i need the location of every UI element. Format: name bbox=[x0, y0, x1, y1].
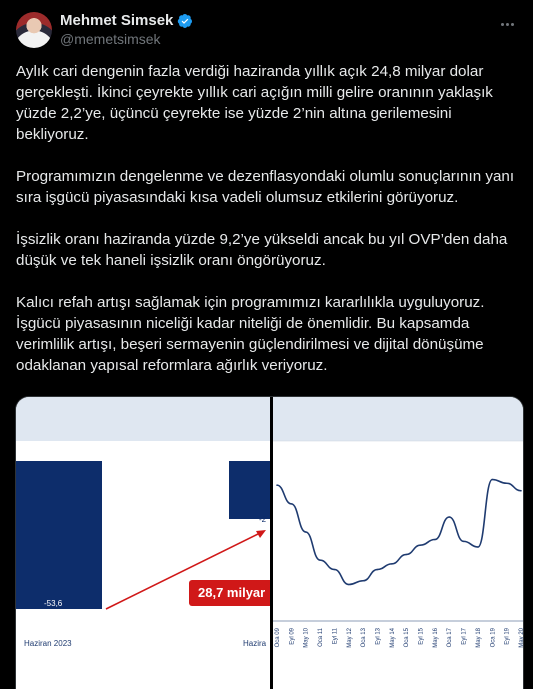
author-display-name[interactable]: Mehmet Simsek bbox=[60, 12, 174, 29]
unemployment-series-line bbox=[277, 480, 521, 585]
x-tick-label: Oca 15 bbox=[404, 628, 411, 648]
x-tick-label: May 16 bbox=[432, 628, 439, 648]
tweet-text bbox=[16, 61, 521, 397]
x-tick-label: Eyl 13 bbox=[375, 628, 382, 645]
x-tick-label: May 18 bbox=[475, 628, 482, 648]
improvement-badge: 28,7 milyar bbox=[189, 580, 273, 606]
x-label-june-2023: Haziran 2023 bbox=[24, 639, 72, 648]
x-tick-label: Eyl 15 bbox=[418, 628, 425, 645]
line-point bbox=[391, 563, 393, 565]
line-point bbox=[334, 569, 336, 571]
more-options-icon[interactable] bbox=[497, 14, 517, 34]
avatar[interactable] bbox=[16, 12, 52, 48]
tweet-paragraph-4: Kalıcı refah artışı sağlamak için programımızı kararlılıkla uyguluyoruz. İşgücü piyasasının niceliği kadar niteliği de önemlidir. Bu kapsamda verimlilik artışı, beşeri sermayenin güçlendirilmesi ve dijital dönüşüme odaklanan yapısal reformlara ağırlık veriyoruz. bbox=[16, 294, 485, 374]
x-tick-label: Eyl 11 bbox=[332, 628, 339, 645]
x-tick-label: Oca 19 bbox=[490, 628, 497, 648]
line-point bbox=[506, 482, 508, 484]
line-point bbox=[520, 490, 522, 492]
x-tick-label: Oca 11 bbox=[318, 628, 325, 647]
x-tick-label: Eyl 17 bbox=[461, 628, 468, 645]
bar-june-2024-value: -2 bbox=[259, 515, 267, 524]
line-point bbox=[348, 584, 350, 586]
author-handle[interactable]: @memetsimsek bbox=[60, 31, 161, 47]
tweet-media-image[interactable] bbox=[15, 396, 524, 689]
line-point bbox=[377, 569, 379, 571]
x-label-june-2024: Hazira bbox=[243, 639, 267, 648]
bar-june-2023-value: -53,6 bbox=[44, 599, 63, 608]
tweet-paragraph-2: Programımızın dengelenme ve dezenflasyondaki olumlu sonuçlarının yanı sıra işgücü piyasasındaki kısa vadeli olumsuz etkilerini görüyoruz. bbox=[16, 168, 515, 206]
tweet-paragraph-3: İşsizlik oranı haziranda yüzde 9,2’ye yükseldi ancak bu yıl OVP’den daha düşük ve tek haneli işsizlik oranı öngörüyoruz. bbox=[16, 231, 508, 269]
x-tick-label: Oca 17 bbox=[447, 628, 454, 648]
verified-badge-icon bbox=[177, 13, 193, 29]
tweet-header bbox=[16, 10, 517, 50]
author-name-row bbox=[60, 12, 193, 29]
x-tick-label: Oca 13 bbox=[361, 628, 368, 648]
current-account-bar-chart bbox=[16, 397, 271, 689]
x-tick-label: Eyl 19 bbox=[504, 628, 511, 645]
unemployment-line-chart bbox=[273, 397, 524, 689]
line-point bbox=[405, 554, 407, 556]
line-point bbox=[276, 484, 278, 486]
x-tick-label: May 14 bbox=[389, 628, 396, 648]
line-point bbox=[463, 541, 465, 543]
line-point bbox=[477, 546, 479, 548]
line-point bbox=[291, 503, 293, 505]
x-tick-label: May 12 bbox=[346, 628, 353, 648]
tweet-paragraph-1: Aylık cari dengenin fazla verdiği haziranda yıllık açık 24,8 milyar dolar gerçekleşti. İkinci çeyrekte yıllık cari açığın milli gelire oranının yaklaşık yüzde 2,2’ye, üçüncü çeyrekte ise yüzde 2’nin altına gerilemesini bekliyoruz. bbox=[16, 63, 493, 143]
line-point bbox=[491, 479, 493, 481]
line-point bbox=[448, 516, 450, 518]
line-point bbox=[420, 544, 422, 546]
x-tick-label: May 20 bbox=[519, 628, 525, 648]
line-point bbox=[434, 539, 436, 541]
line-point bbox=[362, 580, 364, 582]
x-tick-label: May 10 bbox=[303, 628, 310, 648]
line-point bbox=[305, 531, 307, 533]
x-tick-label: Oca 09 bbox=[275, 628, 281, 648]
x-tick-label: Eyl 09 bbox=[289, 628, 296, 645]
line-point bbox=[319, 559, 321, 561]
unemployment-line-svg bbox=[273, 397, 524, 689]
